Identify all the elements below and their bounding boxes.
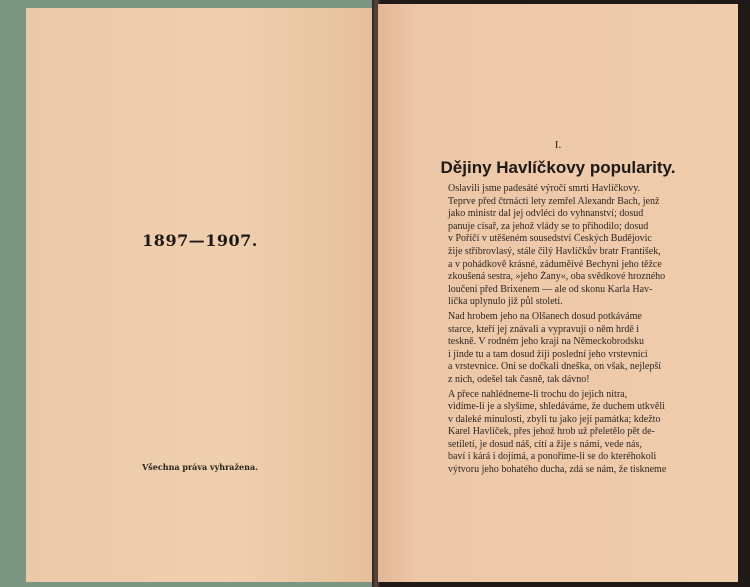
- text-line: a vrstevnice. Oni se dočkali dneška, on však, nejlepší: [448, 361, 661, 373]
- text-line: setiletí, je dosud náš, cítí a žije s námi, vede nás,: [448, 438, 642, 450]
- text-line: i jinde tu a tam dosud žijí poslední jeho vrstevníci: [448, 348, 648, 360]
- text-line: baví i kárá i dojímá, a ponoříme-li se do kteréhokoli: [448, 451, 657, 463]
- chapter-number: I.: [554, 139, 562, 151]
- text-line: starce, kteří jej znávali a vypravují o něm hrdě i: [448, 323, 640, 335]
- paragraph: [430, 311, 670, 387]
- chapter-body: [430, 183, 670, 479]
- paragraph: [430, 183, 670, 309]
- rights-reserved-note: Všechna práva vyhražena.: [142, 462, 258, 472]
- text-line: Nad hrobem jeho na Olšanech dosud potkáváme: [448, 310, 642, 322]
- text-line: jako ministr dal jej odvléci do vyhnanství; dosud: [448, 208, 644, 220]
- paragraph: [430, 389, 670, 477]
- text-line: výtvoru jeho bohatého ducha, zdá se nám, že tiskneme: [448, 464, 667, 476]
- text-line: Teprve před čtrnácti lety zemřel Alexandr Bach, jenž: [448, 195, 660, 207]
- text-line: v daleké minulosti, zbyli tu jako její památka; kdežto: [448, 413, 661, 425]
- text-line: v Poříčí v utěšeném sousedství Českých Budějovic: [448, 233, 652, 245]
- text-line: panuje císař, za jehož vlády se to přihodilo; dosud: [448, 220, 649, 232]
- text-line: z nich, odešel tak časně, tak dávno!: [448, 373, 590, 385]
- publication-years: 1897—1907.: [142, 231, 258, 250]
- text-line: Karel Havlíček, přes jehož hrob už přeletělo pět de-: [448, 426, 655, 438]
- text-line: Oslavili jsme padesáté výročí smrti Havlíčkovy.: [448, 183, 641, 194]
- text-line: a v pohádkově krásné, záduměivé Bechyni jeho těžce: [448, 258, 662, 270]
- text-line: líčka uplynulo již půl století.: [448, 296, 563, 308]
- text-line: loučení před Brixenem — ale od skonu Karla Hav-: [448, 283, 653, 295]
- text-line: žije stříbrovlasý, stále čilý Havlíčkův bratr František,: [448, 245, 661, 257]
- text-line: vidíme-li je a slyšíme, shledáváme, že duchem utkvěli: [448, 401, 665, 413]
- left-page: [26, 8, 372, 582]
- text-line: zkoušená sestra, »jeho Žany«, oba svědkové hrozného: [448, 271, 666, 283]
- chapter-title: Dějiny Havlíčkovy popularity.: [440, 158, 676, 177]
- text-line: teskně. V rodném jeho kraji na Německobrodsku: [448, 336, 644, 348]
- text-line: A přece nahlédneme-li trochu do jejich nitra,: [448, 388, 628, 400]
